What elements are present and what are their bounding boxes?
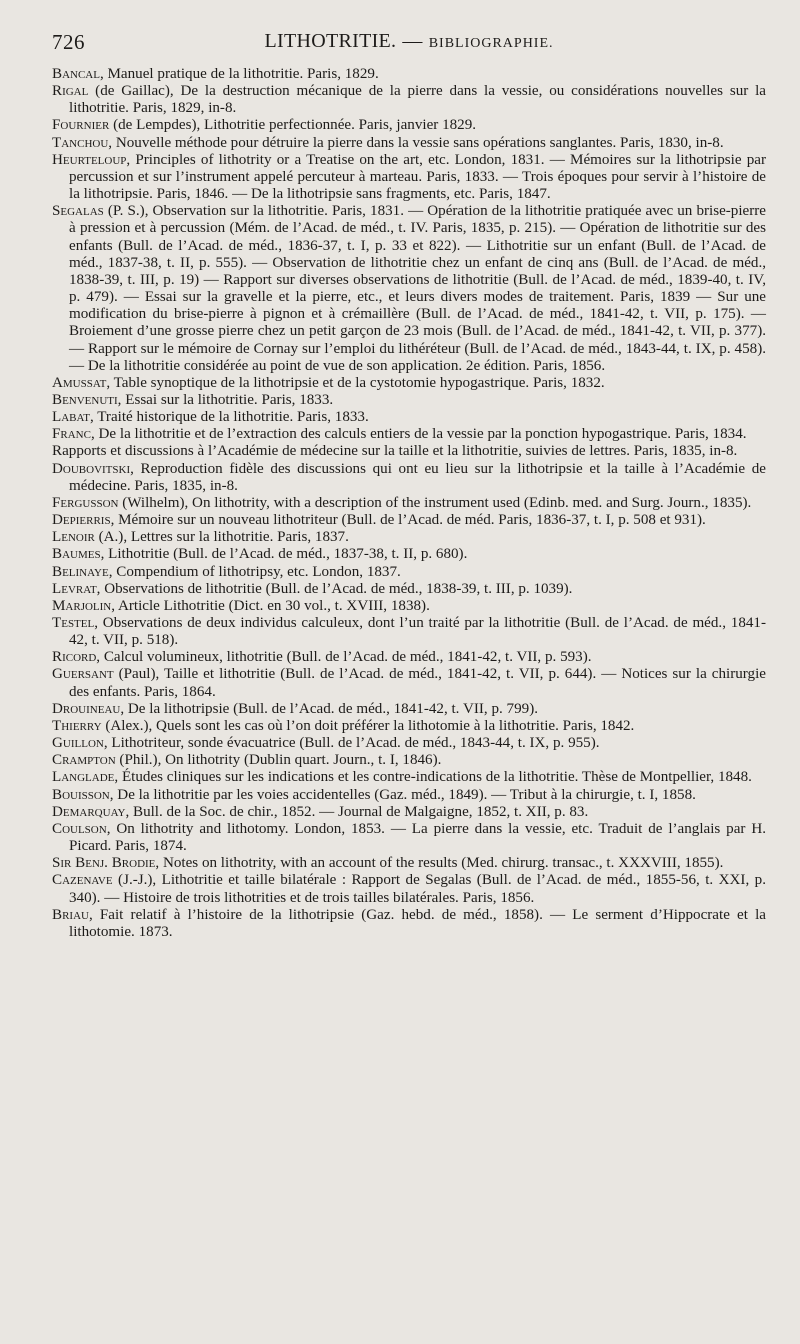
bibliography-entry: [52, 907, 766, 941]
entry-text: , Observations de lithotritie (Bull. de l’Acad. de méd., 1838-39, t. III, p. 1039).: [96, 580, 573, 597]
entry-text: (P. S.), Observation sur la lithotritie. Paris, 1831. — Opération de la lithotritie pratiquée avec un brise-pierre à pression et à percussion (Mém. de l’Acad. de méd., t. IV. Paris, 1835, p. 215). — Opération de lithotritie sur des enfants (Bull. de l’Acad. de méd., 1836-37, t. I, p. 33 et 822). — Lithotritie sur un enfant (Bull. de l’Acad. de méd., 1837-38, t. II, p. 555). — Observation de lithotritie chez un enfant de cinq ans (Bull. de l’Acad. de méd., 1838-39, t. III, p. 19) — Rapport sur diverses observations de lithotritie (Bull. de l’Acad. de méd., 1839-40, t. IV, p. 479). — Essai sur la gravelle et la pierre, etc., et leurs divers modes de traitement. Paris, 1839 — Sur une modification du brise-pierre à pignon et à crémaillère (Bull. de l’Acad. de méd., 1841-42, t. VII, p. 175). — Broiement d’une grosse pierre chez un petit garçon de 23 mois (Bull. de l’Acad. de méd., 1841-42, t. VII, p. 377). — Rapport sur le mémoire de Cornay sur l’emploi du lithéréteur (Bull. de l’Acad. de méd., 1843-44, t. IX, p. 458). — De la lithotritie considérée au point de vue de son application. 2e édition. Paris, 1856.: [69, 203, 766, 374]
entry-text: , Bull. de la Soc. de chir., 1852. — Journal de Malgaigne, 1852, t. XII, p. 83.: [125, 803, 589, 820]
running-head-subtitle: BIBLIOGRAPHIE.: [428, 36, 554, 51]
entry-author: Testel: [52, 615, 95, 631]
entry-author: Briau: [52, 906, 89, 923]
entry-text: , Mémoire sur un nouveau lithotriteur (Bull. de l’Acad. de méd. Paris, 1836-37, t. I, p. 508 et 931).: [110, 512, 706, 529]
entry-author: Bancal: [52, 66, 100, 82]
entry-author: Coulson: [52, 820, 107, 837]
entry-author: Demarquay: [52, 803, 126, 820]
bibliography-entry: [52, 529, 766, 546]
entry-author: Marjolin: [52, 597, 112, 614]
entry-text: (J.-J.), Lithotritie et taille bilatérale : Rapport de Segalas (Bull. de l’Acad. de méd., 1855-56, t. XXI, p. 340). — Histoire de trois lithotrities et de trois tailles bilatérales. Paris, 1856.: [69, 872, 766, 906]
entry-author: Fergusson: [52, 494, 119, 511]
entry-author: Amussat: [52, 374, 107, 391]
entry-author: Levrat: [52, 580, 97, 597]
bibliography-entry: [52, 461, 766, 495]
bibliography-entry: [52, 512, 766, 529]
entry-author: Heurteloup: [52, 151, 127, 168]
running-head: [52, 30, 766, 53]
bibliography-entry: [52, 135, 766, 152]
entry-text: , Nouvelle méthode pour détruire la pierre dans la vessie sans opérations sanglantes. Paris, 1830, in-8.: [108, 134, 724, 151]
entry-author: Guersant: [52, 666, 114, 683]
entry-author: Drouineau: [52, 700, 121, 717]
entry-text: (Alex.), Quels sont les cas où l’on doit préférer la lithotomie à la lithotritie. Paris, 1842.: [101, 717, 635, 734]
entry-text: (Paul), Taille et lithotritie (Bull. de l’Acad. de méd., 1841-42, t. VII, p. 644). — Notices sur la chirurgie des enfants. Paris, 1864.: [69, 666, 766, 700]
bibliography-entry: [52, 392, 766, 409]
entry-text: (Phil.), On lithotrity (Dublin quart. Journ., t. I, 1846).: [115, 752, 442, 769]
entry-text: , Observations de deux individus calculeux, dont l’un traité par la lithotritie (Bull. de l’Acad. de méd., 1841-42, t. VII, p. 518).: [69, 615, 766, 649]
running-head-title: LITHOTRITIE.: [264, 30, 397, 52]
entry-text: (de Lempdes), Lithotritie perfectionnée. Paris, janvier 1829.: [109, 117, 477, 134]
entry-author: Depierris: [52, 512, 111, 529]
entry-text: , Article Lithotritie (Dict. en 30 vol., t. XVIII, 1838).: [111, 597, 430, 614]
running-head-separator: —: [402, 30, 423, 52]
entry-text: , Lithotriteur, sonde évacuatrice (Bull. de l’Acad. de méd., 1843-44, t. IX, p. 955).: [103, 735, 600, 752]
entry-author: Thierry: [52, 717, 102, 734]
bibliography-entry: [52, 872, 766, 906]
entry-author: Rigal: [52, 83, 89, 100]
entry-text: , Études cliniques sur les indications et les contre-indications de la lithotritie. Thèse de Montpellier, 1848.: [114, 769, 752, 786]
bibliography-entry: [52, 666, 766, 700]
entry-text: , Compendium of lithotripsy, etc. London, 1837.: [108, 563, 401, 580]
bibliography-entry: [52, 117, 766, 134]
bibliography-entry: [52, 735, 766, 752]
entry-author: Fournier: [52, 117, 110, 134]
entry-author: Langlade: [52, 769, 115, 786]
entry-text: , De la lithotritie par les voies accidentelles (Gaz. méd., 1849). — Tribut à la chirurgie, t. I, 1858.: [109, 786, 696, 803]
entry-author: Segalas: [52, 203, 104, 220]
entry-author: Benvenuti: [52, 391, 118, 408]
entry-author: Doubovitski: [52, 460, 131, 477]
entry-text: (de Gaillac), De la destruction mécanique de la pierre dans la vessie, ou considérations nouvelles sur la lithotritie. Paris, 1829, in-8.: [69, 83, 766, 117]
entry-text: , Notes on lithotrity, with an account of the results (Med. chirurg. transac., t. XXXVIII, 1855).: [155, 855, 724, 872]
bibliography-entry: [52, 409, 766, 426]
entry-author: Ricord: [52, 649, 97, 666]
entry-text: , De la lithotritie et de l’extraction des calculs entiers de la vessie par la ponction hypogastrique. Paris, 1834.: [90, 426, 747, 443]
bibliography-entry: [52, 203, 766, 375]
entry-author: Bouisson: [52, 786, 110, 803]
entry-author: Franc: [52, 426, 91, 443]
page-header: [52, 30, 766, 62]
bibliography-entry: [52, 546, 766, 563]
entry-author: Guillon: [52, 735, 104, 752]
entry-text: , Essai sur la lithotritie. Paris, 1833.: [117, 391, 334, 408]
bibliography-entry: [52, 649, 766, 666]
bibliography-entry: [52, 787, 766, 804]
entry-text: , Manuel pratique de la lithotritie. Paris, 1829.: [99, 66, 379, 82]
entry-author: Crampton: [52, 752, 116, 769]
entry-author: Baumes: [52, 546, 101, 563]
bibliography-entry: [52, 769, 766, 786]
bibliography-entry: [52, 701, 766, 718]
entry-text: , Calcul volumineux, lithotritie (Bull. de l’Acad. de méd., 1841-42, t. VII, p. 593).: [96, 649, 592, 666]
entry-text: , Traité historique de la lithotritie. Paris, 1833.: [89, 409, 369, 426]
bibliography-entry: [52, 495, 766, 512]
entry-text: , Principles of lithotrity or a Treatise on the art, etc. London, 1831. — Mémoires sur la lithotripsie par percussion et sur l’instrument appelé percuteur à marteau. Paris, 1833. — Trois époques pour servir à l’histoire de la lithotripsie. Paris, 1846. — De la lithotripsie sans fragments, etc. Paris, 1847.: [69, 151, 766, 203]
page-number: 726: [52, 30, 85, 54]
entry-text: , Lithotritie (Bull. de l’Acad. de méd., 1837-38, t. II, p. 680).: [100, 546, 468, 563]
entry-text: Rapports et discussions à l’Académie de médecine sur la taille et la lithotritie, suivies de lettres. Paris, 1835, in-8.: [52, 443, 738, 460]
entry-author: Lenoir: [52, 529, 95, 546]
bibliography-entry: [52, 855, 766, 872]
bibliography-entry: [52, 821, 766, 855]
bibliography-entry: [52, 718, 766, 735]
bibliography-entry: [52, 564, 766, 581]
entry-text: , Fait relatif à l’histoire de la lithotripsie (Gaz. hebd. de méd., 1858). — Le serment d’Hippocrate et la lithotomie. 1873.: [69, 906, 766, 940]
bibliography-entry: [52, 615, 766, 649]
entry-text: (Wilhelm), On lithotrity, with a description of the instrument used (Edinb. med. and Surg. Journ., 1835).: [118, 494, 752, 511]
bibliography-entry: [52, 581, 766, 598]
bibliography-entry: [52, 152, 766, 203]
entry-author: Cazenave: [52, 872, 113, 889]
entry-author: Sir Benj. Brodie: [52, 855, 156, 872]
entry-text: (A.), Lettres sur la lithotritie. Paris, 1837.: [94, 529, 349, 546]
bibliography-entry: [52, 443, 766, 460]
bibliography-entry: [52, 66, 766, 83]
bibliography-entry: [52, 598, 766, 615]
bibliography-entry: [52, 83, 766, 117]
bibliography-entry: [52, 752, 766, 769]
bibliography-entry: [52, 804, 766, 821]
entry-text: , Table synoptique de la lithotripsie et de la cystotomie hypogastrique. Paris, 1832.: [106, 374, 605, 391]
bibliography-list: [52, 66, 766, 941]
entry-author: Belinaye: [52, 563, 109, 580]
entry-author: Tanchou: [52, 134, 109, 151]
entry-text: , Reproduction fidèle des discussions qui ont eu lieu sur la lithotripsie et la taille à l’Académie de médecine. Paris, 1835, in-8.: [69, 460, 766, 494]
bibliography-entry: [52, 426, 766, 443]
entry-text: , On lithotrity and lithotomy. London, 1853. — La pierre dans la vessie, etc. Traduit de l’anglais par H. Picard. Paris, 1874.: [69, 820, 766, 855]
entry-author: Labat: [52, 409, 90, 426]
entry-text: , De la lithotripsie (Bull. de l’Acad. de méd., 1841-42, t. VII, p. 799).: [120, 700, 538, 717]
bibliography-entry: [52, 375, 766, 392]
